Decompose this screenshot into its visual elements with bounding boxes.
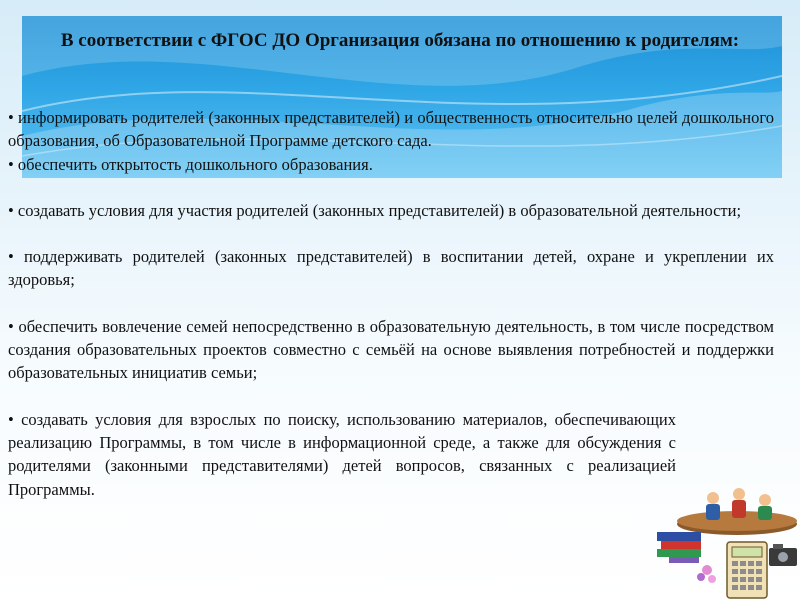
list-item: • обеспечить вовлечение семей непосредственно в образовательную деятельность, в том числе посредством создания образовательных проектов совместно с семьёй на основе выявления потребностей и поддержки образовательных инициатив семьи; <box>8 316 774 383</box>
office-meeting-clipart <box>655 480 800 600</box>
list-item: • обеспечить открытость дошкольного образования. <box>8 154 373 174</box>
spacer <box>8 176 774 199</box>
spacer <box>8 292 774 315</box>
list-item: • создавать условия для взрослых по поиску, использованию материалов, обеспечивающих реализацию Программы, в том числе в информационной среде, а также для обсуждения с родителями (законными представителями) детей вопросов, связанных с реализацией Программы. <box>8 409 676 499</box>
spacer <box>8 222 774 245</box>
list-item: • информировать родителей (законных представителей) и общественность относительно целей дошкольного образования, об Образовательной Программе детского сада. <box>8 108 774 151</box>
list-item: • поддерживать родителей (законных представителей) в воспитании детей, охране и укреплении их здоровья; <box>8 247 774 290</box>
list-item: • создавать условия для участия родителей (законных представителей) в образовательной деятельности; <box>8 200 742 220</box>
spacer <box>8 385 774 408</box>
slide-title: В соответствии с ФГОС ДО Организация обязана по отношению к родителям: <box>60 30 740 51</box>
obligations-list <box>8 106 774 501</box>
